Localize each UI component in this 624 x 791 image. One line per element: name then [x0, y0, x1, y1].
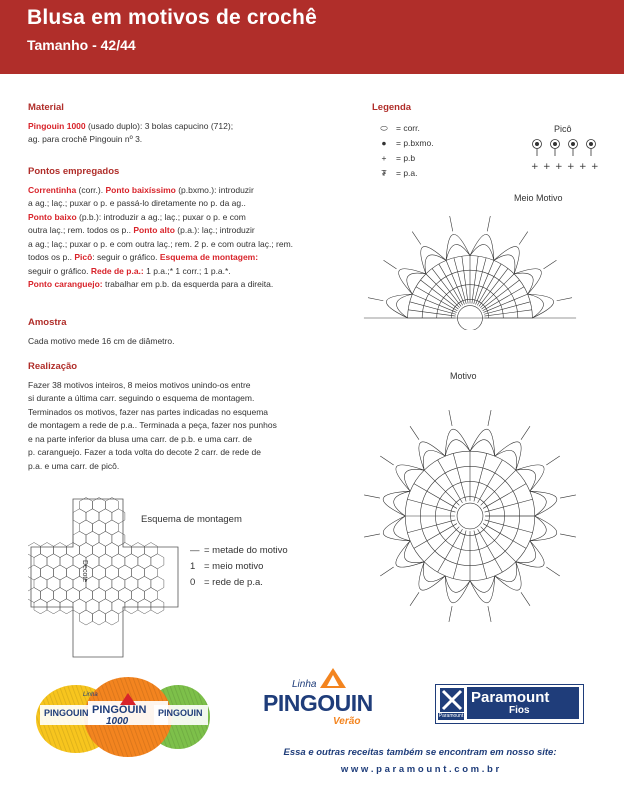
paramount-logo: [435, 684, 584, 724]
pontos-term: Ponto baixo: [28, 211, 77, 222]
pontos-text-segment: (p.b.): introduzir a ag.; laç.; puxar o p. e com: [76, 211, 246, 222]
pontos-line: [28, 265, 328, 279]
legend-row: [372, 138, 434, 148]
pico-label: Picô: [554, 124, 572, 134]
realizacao-section: [28, 360, 328, 473]
pingouin-logo-icon: [318, 667, 348, 689]
amostra-section: [28, 316, 328, 348]
pontos-text-segment: outra laç.; rem. todos os p..: [28, 225, 134, 235]
pontos-line: [28, 197, 328, 211]
paramount-small-label: Paramount: [438, 713, 464, 719]
legend-row: [372, 153, 415, 163]
full-motif-diagram-icon: [355, 384, 585, 649]
esquema-legend-text: = meio motivo: [204, 561, 264, 572]
pontos-text-segment: (p.bxmo.): introduzir: [175, 184, 254, 195]
footer-line-1: Essa e outras receitas também se encontram em nosso site:: [283, 747, 557, 758]
realizacao-text: [28, 379, 328, 474]
pontos-text-segment: : seguir o gráfico.: [92, 252, 160, 262]
pontos-line: [28, 238, 328, 252]
yarn-brand-center: PINGOUIN: [92, 704, 147, 716]
pontos-section: [28, 165, 328, 292]
svg-text:+: +: [543, 162, 551, 172]
pontos-term: Picô: [74, 252, 93, 262]
pontos-text-segment: 1 p.a.;* 1 corr.; 1 p.a.*.: [143, 265, 231, 276]
realizacao-line: p.a. e uma carr. de picô.: [28, 460, 120, 471]
pontos-text: [28, 184, 328, 292]
yarn-brand-right: PINGOUIN: [158, 708, 203, 718]
pontos-text-segment: seguir o gráfico.: [28, 265, 91, 276]
pontos-text-segment: (corr.).: [76, 184, 106, 195]
pingouin-linha: Linha: [292, 679, 317, 690]
yarn-linha: Linha: [83, 692, 98, 698]
pico-symbols-icon: [528, 136, 600, 172]
material-section: [28, 101, 328, 147]
esquema-legend-row: [190, 545, 288, 556]
pontos-line: [28, 251, 328, 265]
realizacao-line: si durante a última carr. seguindo o esquema de montagem.: [28, 393, 255, 403]
paramount-name: Paramount: [471, 689, 550, 706]
pontos-term: Ponto baixíssimo: [105, 184, 176, 195]
realizacao-line: e na parte inferior da blusa uma carr. de p.b. e uma carr. de: [28, 433, 252, 444]
material-heading: Material: [28, 102, 64, 113]
page-title: Blusa em motivos de crochê: [27, 6, 317, 29]
pontos-line: [28, 224, 328, 238]
realizacao-heading: Realização: [28, 361, 78, 372]
esquema-legend-symbol: —: [190, 545, 200, 556]
material-line-1: [28, 120, 328, 134]
amostra-heading: Amostra: [28, 317, 67, 328]
esquema-legend-symbol: 1: [190, 561, 196, 572]
paramount-name-box: [467, 687, 579, 719]
legend-symbol-icon: ₮: [381, 168, 387, 178]
material-line-1-text: (usado duplo): 3 bolas capucino (712);: [85, 120, 234, 131]
meio-motivo-label: Meio Motivo: [514, 193, 563, 203]
svg-text:+: +: [567, 162, 575, 172]
esquema-legend-row: [190, 577, 263, 588]
realizacao-line: p. caranguejo. Fazer a toda volta do decote 2 carr. de rede de: [28, 447, 261, 457]
pontos-term: Correntinha: [28, 184, 77, 195]
legend-text: = p.b: [396, 153, 416, 163]
decote-label: Decote: [81, 560, 88, 583]
legend-symbol-icon: ⬭: [380, 123, 388, 133]
header-banner: [0, 0, 624, 74]
yarn-number: 1000: [106, 716, 129, 727]
esquema-title: Esquema de montagem: [141, 514, 242, 525]
legend-symbol-icon: ●: [381, 138, 387, 148]
pontos-term: Ponto alto: [133, 225, 175, 235]
pontos-text-segment: trabalhar em p.b. da esquerda para a direita.: [102, 279, 274, 289]
realizacao-line: Fazer 38 motivos inteiros, 8 meios motivos unindo-os entre: [28, 379, 251, 390]
pingouin-logo-text: PINGOUIN: [263, 690, 373, 716]
footer-url[interactable]: w w w . p a r a m o u n t . c o m . b r: [340, 764, 500, 775]
pingouin-verao: Verão: [333, 716, 361, 727]
legend-row: [372, 168, 418, 178]
esquema-diagram-icon: [28, 497, 183, 662]
legenda-heading: Legenda: [372, 102, 412, 113]
pontos-line: [28, 184, 328, 198]
page-subtitle: Tamanho - 42/44: [27, 37, 136, 53]
half-motif-diagram-icon: [360, 200, 580, 330]
pontos-term: Ponto caranguejo:: [28, 279, 103, 289]
pontos-text-segment: a ag.; laç.; puxar o p. e com outra laç.; rem. 2 p. e com outra laç.; rem.: [28, 238, 294, 249]
realizacao-line: Terminados os motivos, fazer nas partes indicadas no esquema: [28, 406, 269, 417]
legend-text: = corr.: [396, 123, 420, 133]
material-line-2: ag. para crochê Pingouin nº 3.: [28, 134, 143, 144]
pontos-line: [28, 211, 328, 225]
legend-text: = p.a.: [396, 168, 418, 178]
pontos-text-segment: todos os p..: [28, 252, 75, 262]
svg-text:+: +: [555, 162, 563, 172]
svg-text:+: +: [531, 162, 539, 172]
paramount-fios: Fios: [509, 705, 530, 716]
pontos-heading: Pontos empregados: [28, 166, 120, 177]
svg-text:+: +: [579, 162, 587, 172]
pontos-line: [28, 278, 328, 292]
esquema-legend-text: = rede de p.a.: [204, 577, 263, 588]
esquema-legend-row: [190, 561, 263, 572]
svg-text:+: +: [591, 162, 599, 172]
material-brand: Pingouin 1000: [28, 120, 86, 131]
legend-row: [372, 123, 420, 134]
pontos-text-segment: a ag.; laç.; puxar o p. e passá-lo diretamente no p. da ag..: [28, 198, 246, 208]
amostra-text: Cada motivo mede 16 cm de diâmetro.: [28, 335, 175, 346]
paramount-x-icon: [440, 688, 464, 712]
motivo-label: Motivo: [450, 371, 477, 381]
esquema-legend-text: = metade do motivo: [204, 545, 288, 556]
legenda-section: [372, 101, 411, 120]
yarn-brand-left: PINGOUIN: [44, 708, 89, 718]
pontos-text-segment: (p.a.): laç.; introduzir: [174, 225, 255, 235]
pontos-term: Rede de p.a.:: [90, 265, 144, 276]
legend-text: = p.bxmo.: [396, 138, 434, 148]
pontos-term: Esquema de montagem:: [159, 252, 259, 262]
esquema-legend-symbol: 0: [190, 577, 196, 588]
legend-symbol-icon: +: [381, 153, 387, 163]
realizacao-line: de montagem a rede de p.a.. Terminada a peça, fazer nos punhos: [28, 420, 277, 430]
